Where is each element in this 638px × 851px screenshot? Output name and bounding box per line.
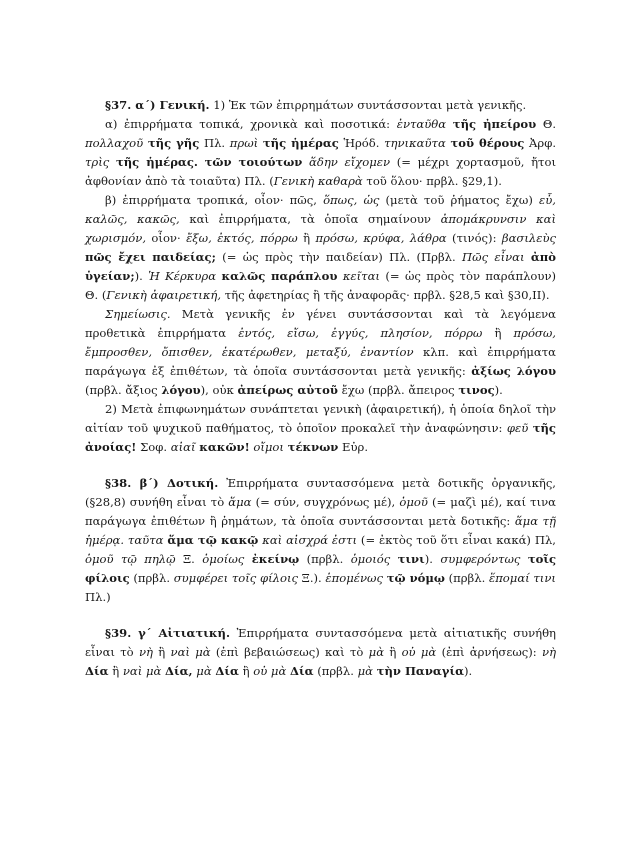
text-run: Ξ.: [175, 552, 203, 566]
bold-term: τινι: [397, 552, 425, 566]
text-run: ).: [424, 552, 441, 566]
italic-term: ναὶ μὰ: [170, 645, 211, 659]
bold-term: τῆς ἡμέρας.: [115, 155, 198, 169]
text-run: τοῦ ὅλου· πρβλ. §29,1).: [362, 174, 502, 188]
text-run: [109, 155, 116, 169]
text-run: ἔχω (πρβλ. ἄπειρος: [337, 383, 459, 397]
bold-term: ἀπείρως αὐτοῦ: [237, 383, 338, 397]
italic-term: μὰ: [196, 664, 212, 678]
paragraph-s38: [85, 474, 556, 607]
italic-term: ἅμα: [228, 495, 252, 509]
italic-term: ἐντός, εἴσω, ἐγγύς, πλησίον, πόρρω: [238, 326, 483, 340]
text-run: (πρβλ.: [313, 664, 358, 678]
italic-term: ὁμοῦ: [399, 495, 428, 509]
text-run: ἢ: [238, 664, 254, 678]
text-run: Πλ.: [199, 136, 230, 150]
italic-term: ναὶ μὰ: [122, 664, 162, 678]
paragraph-s37-2: [85, 400, 556, 457]
text-run: ἢ: [297, 231, 316, 245]
text-run: (= ὡς πρὸς τὴν παιδείαν) Πλ. (Πρβλ.: [215, 250, 463, 264]
text-run: Πλ.): [85, 590, 111, 604]
text-run: 2) Μετὰ ἐπιφωνημάτων συνάπτεται γενικὴ (ἀφαιρετική), ἡ ὁποία δηλοῖ τὴν αἰτίαν τοῦ ψυχικοῦ παθήματος, τὸ ὁποῖον προκαλεῖ τὴν ἀναφώνησιν:: [85, 402, 556, 435]
text-run: ἢ: [152, 645, 171, 659]
italic-term: συμφέρει τοῖς φίλοις: [173, 571, 298, 585]
text-run: [446, 117, 453, 131]
bold-term: Δία: [289, 664, 314, 678]
bold-term: ἀξίως λόγου: [471, 364, 556, 378]
text-run: Εὐρ.: [338, 440, 369, 454]
bold-term: τινος: [458, 383, 495, 397]
paragraph-s37-intro: [85, 96, 556, 115]
italic-term: Γενικὴ ἀφαιρετική,: [106, 288, 222, 302]
bold-term: κακῶν!: [199, 440, 250, 454]
bold-term: τῶν τοιούτων: [204, 155, 303, 169]
text-run: ).: [134, 269, 149, 283]
text-run: (= ἐκτὸς τοῦ ὅτι εἶναι κακά) Πλ,: [357, 533, 556, 547]
text-run: (πρβλ. ἄξιος: [85, 383, 162, 397]
italic-term: τηνικαῦτα: [384, 136, 446, 150]
italic-term: ὁμοῦ τῷ πηλῷ: [85, 552, 176, 566]
text-run: ), οὐκ: [200, 383, 238, 397]
italic-term: ἐνταῦθα: [396, 117, 447, 131]
italic-term: μὰ: [357, 664, 373, 678]
text-run: τῆς ἀφετηρίας ἢ τῆς ἀναφορᾶς· πρβλ. §28,5 καὶ §30,II).: [221, 288, 550, 302]
text-run: Ἀρφ.: [524, 136, 557, 150]
bold-term: Δία,: [165, 664, 193, 678]
italic-term: συμφερόντως: [440, 552, 521, 566]
paragraph-s39: [85, 624, 556, 681]
bold-term: τοῖς φίλοις: [85, 552, 557, 585]
text-run: [244, 552, 251, 566]
italic-term: πρόσω, κρύφα, λάθρα: [315, 231, 447, 245]
bold-term: §37. α΄) Γενική.: [105, 98, 210, 112]
bold-term: καλῶς παράπλου: [221, 269, 338, 283]
bold-term: τῆς ἡμέρας: [262, 136, 339, 150]
text-run: (πρβλ.: [444, 571, 489, 585]
text-run: (= ὡς πρὸς τὸν παράπλουν) Θ. (: [85, 269, 557, 302]
text-run: (= σύν, συγχρόνως μέ),: [251, 495, 400, 509]
italic-term: ὁμοίως: [202, 552, 245, 566]
italic-term: ἅδην εἴχομεν: [309, 155, 391, 169]
text-run: β) ἐπιρρήματα τροπικά, οἷον· πῶς,: [105, 193, 324, 207]
italic-term: ἕπομαί τινι: [488, 571, 556, 585]
text-run: (ἐπὶ βεβαιώσεως) καὶ τὸ: [210, 645, 369, 659]
bold-term: τῆς γῆς: [147, 136, 200, 150]
italic-term: Σημείωσις.: [105, 307, 171, 321]
text-run: Μετὰ γενικῆς ἐν γένει συντάσσονται καὶ τὰ λεγόμενα προθετικὰ ἐπιρρήματα: [85, 307, 556, 340]
italic-term: οὐ μὰ: [253, 664, 287, 678]
text-run: (πρβλ.: [129, 571, 174, 585]
italic-term: πρωὶ: [229, 136, 259, 150]
text-run: κλπ. καὶ ἐπιρρήματα παράγωγα ἐξ ἐπιθέτων, τὰ ὁποῖα συντάσσονται μετὰ γενικῆς:: [85, 345, 556, 378]
text-run: [390, 552, 397, 566]
bold-term: τέκνων: [287, 440, 339, 454]
paragraph-s37-a: [85, 115, 556, 191]
text-run: (μετὰ τοῦ ῥήματος ἔχω): [379, 193, 540, 207]
italic-term: πολλαχοῦ: [85, 136, 144, 150]
text-run: (= μέχρι χορτασμοῦ, ἤτοι ἀφθονίαν ἀπὸ τὰ τοιαῦτα) Πλ. (: [85, 155, 556, 188]
text-run: Ἐπιρρήματα συντασσόμενα μετὰ αἰτιατικῆς συνήθη εἶναι τὸ: [85, 626, 557, 659]
italic-term: ἅμα τῇ ἡμέρᾳ. ταῦτα: [85, 514, 556, 547]
italic-term: Ἡ Κέρκυρα: [148, 269, 217, 283]
bold-term: τὴν Παναγία: [376, 664, 464, 678]
italic-term: ἑπομένως: [325, 571, 383, 585]
bold-term: Δία: [215, 664, 239, 678]
bold-term: λόγου: [161, 383, 201, 397]
text-run: Ἐπιρρήματα συντασσόμενα μετὰ δοτικῆς ὀργανικῆς, (§28,8) συνήθη εἶναι τὸ: [85, 476, 556, 509]
italic-term: εὖ, καλῶς, κακῶς,: [85, 193, 556, 226]
paragraph-s37-note: [85, 305, 556, 400]
bold-term: §38. β΄) Δοτική.: [105, 476, 219, 490]
bold-term: τῆς ἠπείρου: [452, 117, 537, 131]
italic-term: αἰαῖ: [170, 440, 196, 454]
italic-term: κεῖται: [342, 269, 380, 283]
italic-term: τρὶς: [85, 155, 110, 169]
italic-term: νὴ: [138, 645, 153, 659]
italic-term: οἴμοι: [253, 440, 284, 454]
italic-term: Πῶς εἶναι: [462, 250, 525, 264]
bold-term: Δία: [85, 664, 109, 678]
italic-term: νὴ: [542, 645, 557, 659]
text-run: [520, 552, 527, 566]
italic-term: οὐ μὰ: [401, 645, 437, 659]
text-run: [302, 155, 309, 169]
text-run: οἷον·: [146, 231, 187, 245]
bold-term: πῶς ἔχει παιδείας;: [85, 250, 216, 264]
text-run: Ξ.).: [297, 571, 326, 585]
text-run: Θ.: [536, 117, 557, 131]
italic-term: ὅπως, ὡς: [323, 193, 380, 207]
bold-term: τοῦ θέρους: [450, 136, 525, 150]
paragraph-s37-b: [85, 191, 556, 305]
italic-term: πρόσω, ἔμπροσθεν, ὄπισθεν, ἑκατέρωθεν, μεταξύ, ἐναντίον: [85, 326, 556, 359]
italic-term: φεῦ: [506, 421, 529, 435]
text-run: ἢ: [108, 664, 123, 678]
text-run: καὶ ἐπιρρήματα, τὰ ὁποῖα σημαίνουν: [179, 212, 441, 226]
page-body: [85, 96, 556, 681]
bold-term: ἐκείνῳ: [251, 552, 300, 566]
text-run: (= μαζὶ μέ), καί τινα παράγωγα ἐπιθέτων ἢ ῥημάτων, τὰ ὁποῖα συντάσσονται μετὰ δοτικῆς:: [85, 495, 556, 528]
text-run: Σοφ.: [136, 440, 171, 454]
italic-term: ἀπομάκρυνσιν καὶ χωρισμόν,: [85, 212, 556, 245]
text-run: (ἐπὶ ἀρνήσεως):: [436, 645, 543, 659]
bold-term: §39. γ΄ Αἰτιατική.: [105, 626, 231, 640]
text-run: 1) Ἐκ τῶν ἐπιρρημάτων συντάσσονται μετὰ γενικῆς.: [209, 98, 527, 112]
bold-term: ἅμα τῷ κακῷ: [167, 533, 259, 547]
text-run: ).: [464, 664, 473, 678]
bold-term: τῷ νόμῳ: [386, 571, 445, 585]
italic-term: καὶ αἰσχρά ἐστι: [262, 533, 358, 547]
text-run: ἢ: [384, 645, 402, 659]
text-run: ἢ: [482, 326, 514, 340]
text-run: (τινός):: [446, 231, 502, 245]
italic-term: ὁμοιός: [350, 552, 391, 566]
text-run: Ἡρόδ.: [338, 136, 385, 150]
italic-term: Γενικὴ καθαρὰ: [273, 174, 363, 188]
italic-term: ἔξω, ἐκτός, πόρρω: [186, 231, 298, 245]
text-run: (πρβλ.: [299, 552, 351, 566]
bold-term: ἀπὸ ὑγείαν;: [85, 250, 556, 283]
italic-term: μὰ: [368, 645, 385, 659]
text-run: α) ἐπιρρήματα τοπικά, χρονικὰ καὶ ποσοτικά:: [105, 117, 397, 131]
text-run: [198, 155, 205, 169]
bold-term: τῆς ἀνοίας!: [85, 421, 556, 454]
italic-term: βασιλεὺς: [501, 231, 556, 245]
text-run: ).: [494, 383, 503, 397]
